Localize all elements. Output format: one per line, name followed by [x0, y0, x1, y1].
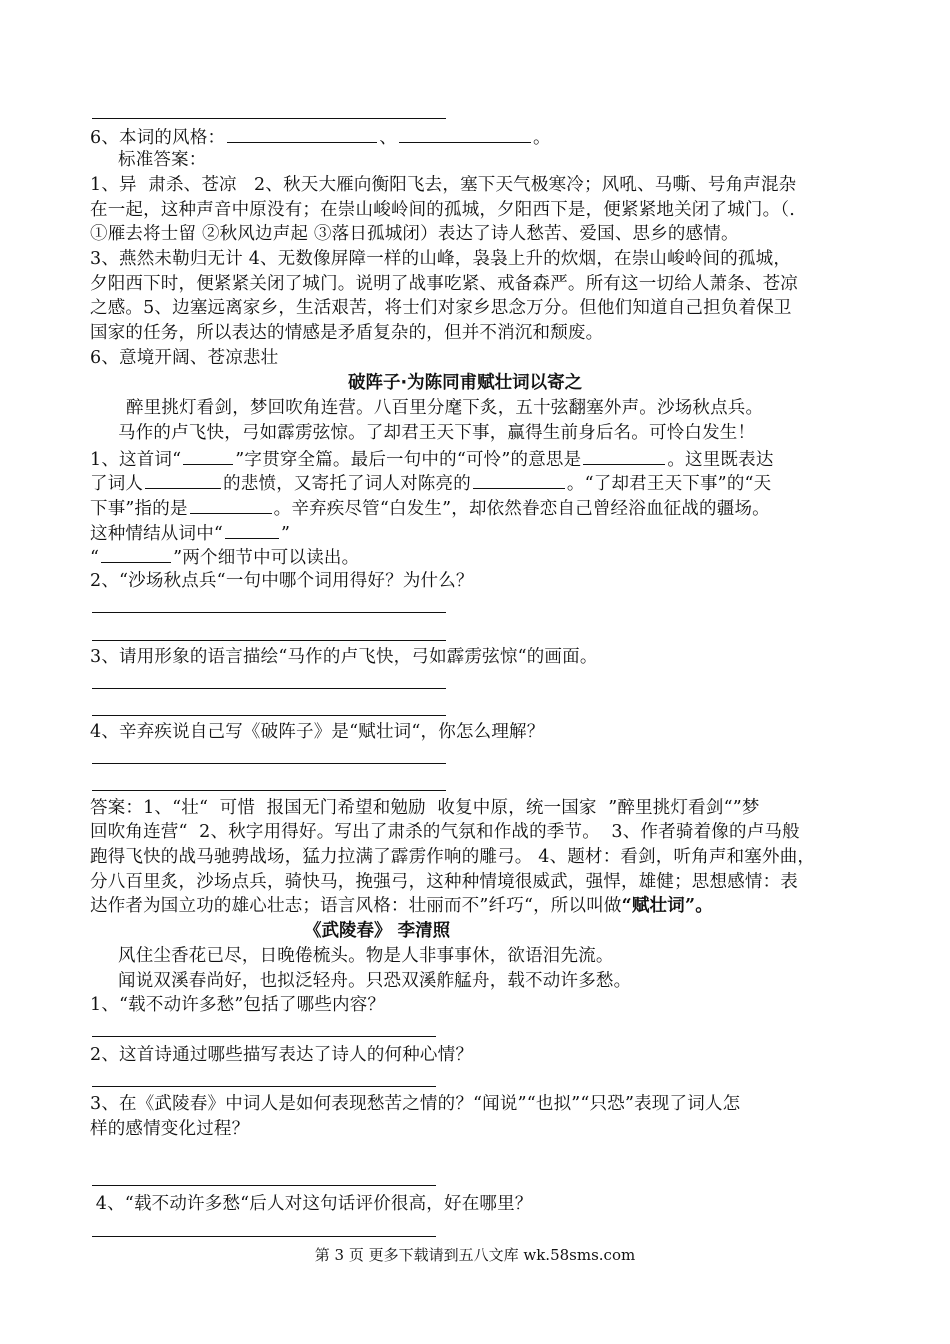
answer-line-text: 1、异 肃杀、苍凉 2、秋天大雁向衡阳飞去，塞下天气极寒冷；风吼、马嘶、号角声混杂: [90, 175, 797, 195]
answer-text: 跑得飞快的战马驰骋战场，猛力拉满了霹雳作响的雕弓。 4、题材：看剑，听角声和塞外曲，: [90, 847, 816, 867]
poem-title: 《武陵春》 李清照: [304, 921, 451, 941]
question-4: 4、辛弃疾说自己写《破阵子》是“赋壮词“，你怎么理解？: [90, 722, 545, 742]
answer-line: [92, 118, 446, 119]
question-2: 2、这首诗通过哪些描写表达了诗人的何种心情？: [90, 1045, 474, 1065]
answer-line: [92, 688, 446, 689]
poem-line: 风住尘香花已尽，日晚倦梳头。物是人非事事休，欲语泪先流。: [118, 946, 614, 966]
answer-line-text: 6、意境开阔、苍凉悲壮: [90, 348, 279, 368]
question-1: 1、这首词“ ”字贯穿全篇。最后一句中的“可怜”的意思是 。这里既表达: [90, 446, 774, 472]
answer-line-text: ①雁去将士留 ②秋风边声起 ③落日孤城闭）表达了诗人愁苦、爱国、思乡的感情。: [90, 224, 739, 244]
question-1: 1、“载不动许多愁”包括了哪些内容？: [90, 995, 386, 1015]
answer-line: [92, 790, 446, 791]
answer-line-text: 在一起，这种声音中原没有；在崇山峻岭间的孤城，夕阳西下是，便紧紧地关闭了城门。（.: [90, 200, 796, 220]
answer-text: 分八百里炙，沙场点兵，骑快马，挽强弓，这种种情境很威武，强悍，雄健；思想感情：表: [90, 872, 798, 892]
question-1-cont: 了词人 的悲愤，又寄托了词人对陈亮的 。“了却君王天下事”的“天: [90, 470, 771, 496]
question-1-cont: 这种情结从词中“ ”: [90, 520, 290, 546]
question-1-cont: 下事”指的是 。辛弃疾尽管“白发生”，却依然眷恋自己曾经浴血征战的疆场。: [90, 495, 770, 521]
answer-text: 达作者为国立功的雄心壮志；语言风格：壮丽而不”纤巧“，所以叫做“赋壮词”。: [90, 896, 713, 916]
question-6: 6、本词的风格： 、 。: [90, 124, 551, 150]
answer-line: [92, 715, 446, 716]
question-2: 2、“沙场秋点兵“一句中哪个词用得好？为什么？: [90, 571, 474, 591]
answer-line: [92, 1086, 436, 1087]
answer-line: [92, 763, 446, 764]
answer-line: [92, 640, 446, 641]
answer-line: [92, 1236, 436, 1237]
poem-line: 醉里挑灯看剑，梦回吹角连营。八百里分麾下炙，五十弦翻塞外声。沙场秋点兵。: [126, 398, 764, 418]
answer-line: [92, 612, 446, 613]
question-4: 4、“载不动许多愁“后人对这句话评价很高，好在哪里？: [90, 1194, 533, 1214]
answer-text: 答案：1、“壮“ 可惜 报国无门希望和勉励 收复中原，统一国家 ”醉里挑灯看剑“”梦: [90, 798, 760, 818]
answer-line-text: 3、燕然未勒归无计 4、无数像屏障一样的山峰，袅袅上升的炊烟，在崇山峻岭间的孤城，: [90, 249, 792, 269]
question-3: 3、在《武陵春》中词人是如何表现愁苦之情的？“闻说”“也拟”“只恐”表现了词人怎: [90, 1094, 741, 1114]
answer-text: 回吹角连营“ 2、秋字用得好。写出了肃杀的气氛和作战的季节。 3、作者骑着像的卢马般: [90, 822, 800, 842]
answer-line-text: 之感。5、边塞远离家乡，生活艰苦，将士们对家乡思念万分。但他们知道自己担负着保卫: [90, 298, 792, 318]
poem-line: 马作的卢飞快，弓如霹雳弦惊。了却君王天下事，赢得生前身后名。可怜白发生！: [118, 423, 756, 443]
poem-line: 闻说双溪春尚好，也拟泛轻舟。只恐双溪舴艋舟，载不动许多愁。: [118, 971, 632, 991]
answer-heading: 标准答案：: [118, 150, 207, 170]
page-footer: 第 3 页 更多下载请到五八文库 wk.58sms.com: [314, 1246, 636, 1264]
answer-line: [92, 1185, 436, 1186]
answer-line: [92, 1036, 436, 1037]
answer-line-text: 夕阳西下时，便紧紧关闭了城门。说明了战事吃紧、戒备森严。所有这一切给人萧条、苍凉: [90, 274, 798, 294]
question-3: 3、请用形象的语言描绘“马作的卢飞快，弓如霹雳弦惊“的画面。: [90, 647, 598, 667]
answer-line-text: 国家的任务，所以表达的情感是矛盾复杂的，但并不消沉和颓废。: [90, 323, 604, 343]
question-3-cont: 样的感情变化过程？: [90, 1119, 250, 1139]
poem-title: 破阵子·为陈同甫赋壮词以寄之: [348, 373, 583, 393]
question-1-cont: “ ”两个细节中可以读出。: [90, 544, 359, 570]
